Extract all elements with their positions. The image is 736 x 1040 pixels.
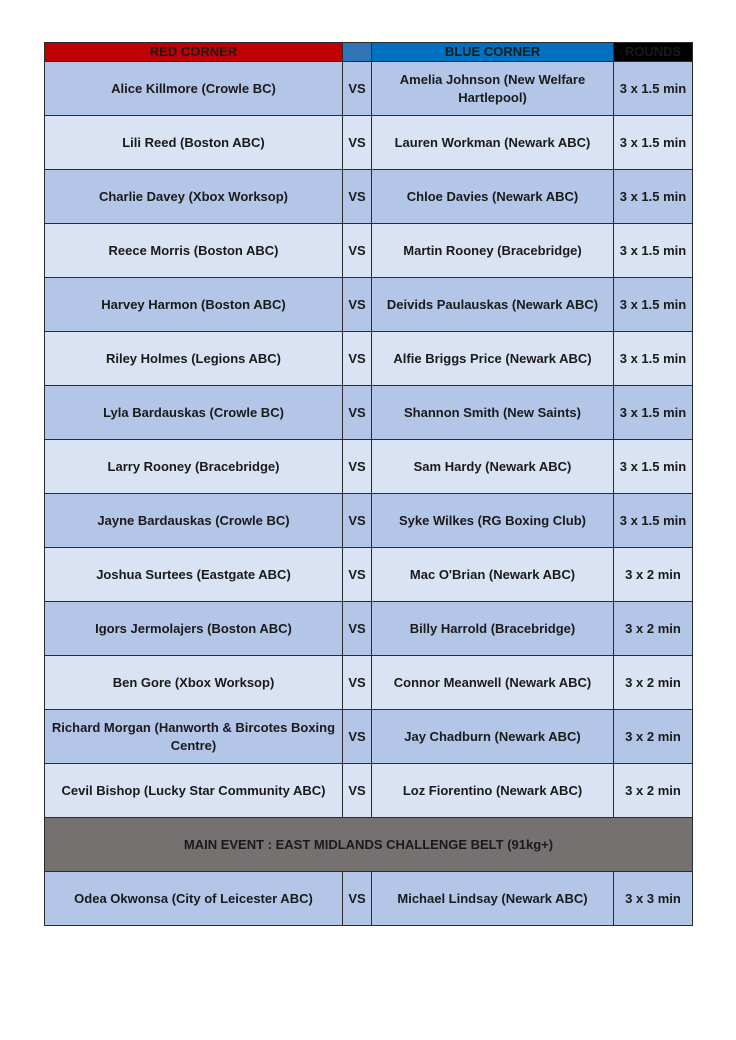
bout-row bbox=[45, 656, 693, 710]
rounds-value: 3 x 1.5 min bbox=[614, 62, 693, 116]
red-corner-boxer: Reece Morris (Boston ABC) bbox=[45, 224, 343, 278]
bout-row bbox=[45, 62, 693, 116]
blue-corner-boxer: Connor Meanwell (Newark ABC) bbox=[372, 656, 614, 710]
bout-row bbox=[45, 386, 693, 440]
red-corner-boxer: Cevil Bishop (Lucky Star Community ABC) bbox=[45, 764, 343, 818]
blue-corner-boxer: Amelia Johnson (New Welfare Hartlepool) bbox=[372, 62, 614, 116]
vs-label: VS bbox=[343, 116, 372, 170]
blue-corner-boxer: Loz Fiorentino (Newark ABC) bbox=[372, 764, 614, 818]
rounds-value: 3 x 2 min bbox=[614, 764, 693, 818]
vs-label: VS bbox=[343, 656, 372, 710]
blue-corner-boxer: Lauren Workman (Newark ABC) bbox=[372, 116, 614, 170]
rounds-value: 3 x 1.5 min bbox=[614, 440, 693, 494]
main-event-rounds: 3 x 3 min bbox=[614, 872, 693, 926]
blue-corner-boxer: Jay Chadburn (Newark ABC) bbox=[372, 710, 614, 764]
red-corner-boxer: Richard Morgan (Hanworth & Bircotes Boxing Centre) bbox=[45, 710, 343, 764]
blue-corner-header: BLUE CORNER bbox=[372, 43, 614, 62]
red-corner-boxer: Larry Rooney (Bracebridge) bbox=[45, 440, 343, 494]
vs-label: VS bbox=[343, 332, 372, 386]
red-corner-boxer: Lili Reed (Boston ABC) bbox=[45, 116, 343, 170]
main-event-title: MAIN EVENT : EAST MIDLANDS CHALLENGE BELT (91kg+) bbox=[45, 818, 693, 872]
bout-row bbox=[45, 710, 693, 764]
red-corner-boxer: Lyla Bardauskas (Crowle BC) bbox=[45, 386, 343, 440]
red-corner-header: RED CORNER bbox=[45, 43, 343, 62]
vs-label: VS bbox=[343, 602, 372, 656]
red-corner-boxer: Igors Jermolajers (Boston ABC) bbox=[45, 602, 343, 656]
bout-row bbox=[45, 278, 693, 332]
red-corner-boxer: Alice Killmore (Crowle BC) bbox=[45, 62, 343, 116]
rounds-value: 3 x 2 min bbox=[614, 548, 693, 602]
blue-corner-boxer: Syke Wilkes (RG Boxing Club) bbox=[372, 494, 614, 548]
blue-corner-boxer: Sam Hardy (Newark ABC) bbox=[372, 440, 614, 494]
red-corner-boxer: Riley Holmes (Legions ABC) bbox=[45, 332, 343, 386]
rounds-value: 3 x 1.5 min bbox=[614, 332, 693, 386]
vs-label: VS bbox=[343, 170, 372, 224]
blue-corner-boxer: Deivids Paulauskas (Newark ABC) bbox=[372, 278, 614, 332]
bout-row bbox=[45, 332, 693, 386]
header-row bbox=[45, 43, 693, 62]
main-event-red-boxer: Odea Okwonsa (City of Leicester ABC) bbox=[45, 872, 343, 926]
rounds-value: 3 x 1.5 min bbox=[614, 386, 693, 440]
bout-row bbox=[45, 440, 693, 494]
bout-row bbox=[45, 764, 693, 818]
vs-label: VS bbox=[343, 440, 372, 494]
vs-label: VS bbox=[343, 386, 372, 440]
red-corner-boxer: Harvey Harmon (Boston ABC) bbox=[45, 278, 343, 332]
blue-corner-boxer: Alfie Briggs Price (Newark ABC) bbox=[372, 332, 614, 386]
vs-label: VS bbox=[343, 278, 372, 332]
vs-label: VS bbox=[343, 224, 372, 278]
bout-row bbox=[45, 494, 693, 548]
rounds-value: 3 x 1.5 min bbox=[614, 278, 693, 332]
vs-label: VS bbox=[343, 764, 372, 818]
bout-list bbox=[45, 62, 693, 926]
rounds-header: ROUNDS bbox=[614, 43, 693, 62]
main-event-vs-label: VS bbox=[343, 872, 372, 926]
rounds-value: 3 x 2 min bbox=[614, 710, 693, 764]
red-corner-boxer: Joshua Surtees (Eastgate ABC) bbox=[45, 548, 343, 602]
vs-label: VS bbox=[343, 548, 372, 602]
bout-row bbox=[45, 548, 693, 602]
blue-corner-boxer: Billy Harrold (Bracebridge) bbox=[372, 602, 614, 656]
red-corner-boxer: Ben Gore (Xbox Worksop) bbox=[45, 656, 343, 710]
bout-row bbox=[45, 224, 693, 278]
rounds-value: 3 x 2 min bbox=[614, 656, 693, 710]
red-corner-boxer: Jayne Bardauskas (Crowle BC) bbox=[45, 494, 343, 548]
blue-corner-boxer: Shannon Smith (New Saints) bbox=[372, 386, 614, 440]
rounds-value: 3 x 1.5 min bbox=[614, 224, 693, 278]
blue-corner-boxer: Chloe Davies (Newark ABC) bbox=[372, 170, 614, 224]
main-event-bout-row bbox=[45, 872, 693, 926]
vs-label: VS bbox=[343, 710, 372, 764]
vs-label: VS bbox=[343, 62, 372, 116]
rounds-value: 3 x 1.5 min bbox=[614, 170, 693, 224]
rounds-value: 3 x 1.5 min bbox=[614, 494, 693, 548]
main-event-banner-row bbox=[45, 818, 693, 872]
bout-card-table bbox=[44, 42, 693, 926]
main-event-blue-boxer: Michael Lindsay (Newark ABC) bbox=[372, 872, 614, 926]
bout-row bbox=[45, 170, 693, 224]
rounds-value: 3 x 1.5 min bbox=[614, 116, 693, 170]
blue-corner-boxer: Martin Rooney (Bracebridge) bbox=[372, 224, 614, 278]
rounds-value: 3 x 2 min bbox=[614, 602, 693, 656]
bout-row bbox=[45, 602, 693, 656]
bout-row bbox=[45, 116, 693, 170]
vs-label: VS bbox=[343, 494, 372, 548]
vs-column-header bbox=[343, 43, 372, 62]
blue-corner-boxer: Mac O'Brian (Newark ABC) bbox=[372, 548, 614, 602]
red-corner-boxer: Charlie Davey (Xbox Worksop) bbox=[45, 170, 343, 224]
